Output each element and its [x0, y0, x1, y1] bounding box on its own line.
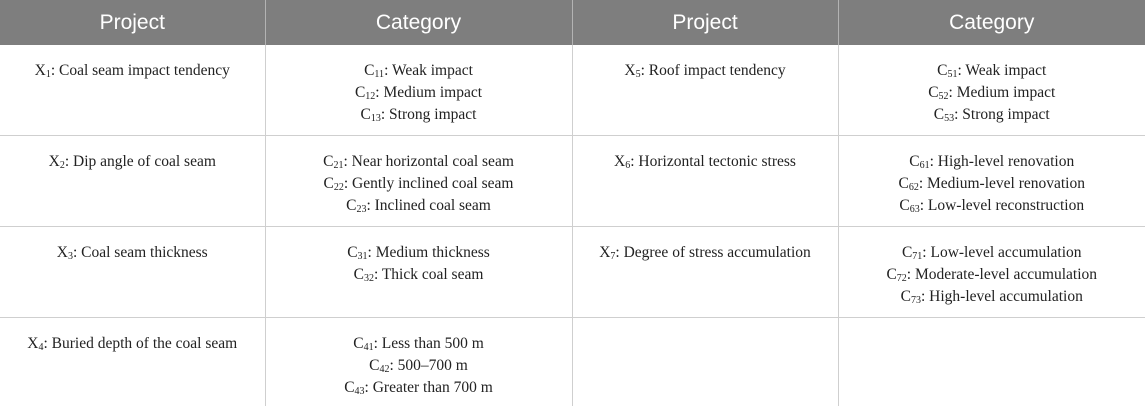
project-cell-right — [572, 45, 838, 136]
symbol: X — [27, 335, 38, 352]
symbol-subscript: 61 — [920, 160, 930, 171]
symbol: X — [57, 244, 68, 261]
symbol: C — [344, 379, 354, 396]
table-row — [0, 45, 1145, 136]
category-item — [272, 377, 566, 399]
line-text: : Medium-level renovation — [919, 175, 1085, 192]
line-text: : Gently inclined coal seam — [344, 175, 514, 192]
symbol: C — [937, 62, 947, 79]
symbol: C — [901, 288, 911, 305]
category-item — [272, 264, 566, 286]
symbol-subscript: 32 — [364, 273, 374, 284]
line-text: : Inclined coal seam — [366, 197, 490, 214]
project-cell-left — [0, 318, 265, 406]
symbol-subscript: 42 — [379, 364, 389, 375]
symbol-subscript: 22 — [334, 182, 344, 193]
symbol-subscript: 41 — [364, 342, 374, 353]
project-label — [579, 60, 832, 82]
symbol: C — [323, 153, 333, 170]
category-item — [845, 173, 1140, 195]
symbol-subscript: 4 — [39, 342, 44, 353]
category-item — [845, 242, 1140, 264]
project-cell-left — [0, 136, 265, 227]
category-cell-right — [838, 227, 1145, 318]
line-text: : Weak impact — [957, 62, 1046, 79]
symbol: C — [886, 266, 896, 283]
symbol: C — [324, 175, 334, 192]
table-row — [0, 227, 1145, 318]
symbol-subscript: 3 — [68, 251, 73, 262]
category-item — [272, 333, 566, 355]
symbol: C — [364, 62, 374, 79]
symbol: C — [355, 84, 365, 101]
symbol: C — [902, 244, 912, 261]
symbol: C — [361, 106, 371, 123]
category-item — [272, 82, 566, 104]
category-cell-left — [265, 318, 572, 406]
symbol: C — [369, 357, 379, 374]
line-text: : Medium impact — [375, 84, 482, 101]
category-cell-left — [265, 136, 572, 227]
symbol-subscript: 51 — [947, 69, 957, 80]
symbol-subscript: 53 — [944, 113, 954, 124]
symbol-subscript: 43 — [355, 386, 365, 397]
symbol: X — [624, 62, 635, 79]
header-row — [0, 0, 1145, 45]
symbol: C — [928, 84, 938, 101]
line-text: : Low-level accumulation — [922, 244, 1081, 261]
project-cell-right — [572, 318, 838, 406]
symbol-subscript: 6 — [625, 160, 630, 171]
line-text: : High-level renovation — [930, 153, 1075, 170]
line-text: : 500–700 m — [389, 357, 467, 374]
table-row — [0, 318, 1145, 406]
symbol: C — [353, 335, 363, 352]
header-project-left: Project — [0, 0, 265, 45]
header-project-right: Project — [572, 0, 838, 45]
line-text: : Medium thickness — [368, 244, 490, 261]
category-item — [845, 286, 1140, 308]
header-category-left: Category — [265, 0, 572, 45]
table-row — [0, 136, 1145, 227]
symbol-subscript: 2 — [60, 160, 65, 171]
project-label — [6, 151, 259, 173]
project-label — [6, 333, 259, 355]
symbol-subscript: 21 — [333, 160, 343, 171]
symbol-subscript: 72 — [897, 273, 907, 284]
line-text: : Medium impact — [949, 84, 1056, 101]
symbol: X — [599, 244, 610, 261]
category-item — [845, 195, 1140, 217]
category-item — [845, 82, 1140, 104]
table-body — [0, 45, 1145, 406]
symbol: C — [346, 197, 356, 214]
symbol-subscript: 73 — [911, 295, 921, 306]
project-label — [6, 60, 259, 82]
project-cell-left — [0, 227, 265, 318]
project-cell-right — [572, 227, 838, 318]
line-text: : Dip angle of coal seam — [65, 153, 216, 170]
category-item — [845, 104, 1140, 126]
symbol: C — [899, 175, 909, 192]
category-item — [272, 60, 566, 82]
line-text: : Coal seam impact tendency — [51, 62, 230, 79]
category-cell-left — [265, 45, 572, 136]
line-text: : Moderate-level accumulation — [907, 266, 1097, 283]
symbol-subscript: 5 — [636, 69, 641, 80]
line-text: : Low-level reconstruction — [920, 197, 1084, 214]
line-text: : Buried depth of the coal seam — [44, 335, 238, 352]
project-label — [579, 151, 832, 173]
category-item — [272, 104, 566, 126]
header-category-right: Category — [838, 0, 1145, 45]
project-cell-left — [0, 45, 265, 136]
symbol-subscript: 1 — [46, 69, 51, 80]
symbol-subscript: 52 — [939, 91, 949, 102]
symbol-subscript: 7 — [610, 251, 615, 262]
symbol: C — [354, 266, 364, 283]
category-item — [845, 151, 1140, 173]
category-cell-right — [838, 136, 1145, 227]
symbol-subscript: 31 — [358, 251, 368, 262]
symbol: X — [614, 153, 625, 170]
line-text: : Thick coal seam — [374, 266, 483, 283]
line-text: : Greater than 700 m — [365, 379, 493, 396]
symbol: C — [347, 244, 357, 261]
symbol: X — [35, 62, 46, 79]
symbol-subscript: 62 — [909, 182, 919, 193]
line-text: : Roof impact tendency — [641, 62, 786, 79]
category-cell-left — [265, 227, 572, 318]
category-item — [272, 242, 566, 264]
symbol: C — [909, 153, 919, 170]
symbol-subscript: 63 — [910, 204, 920, 215]
project-label — [579, 242, 832, 264]
line-text: : Degree of stress accumulation — [615, 244, 810, 261]
project-label — [6, 242, 259, 264]
line-text: : High-level accumulation — [921, 288, 1083, 305]
line-text: : Coal seam thickness — [73, 244, 208, 261]
symbol-subscript: 23 — [356, 204, 366, 215]
line-text: : Near horizontal coal seam — [343, 153, 513, 170]
symbol: X — [49, 153, 60, 170]
category-item — [845, 264, 1140, 286]
category-item — [845, 60, 1140, 82]
symbol-subscript: 13 — [371, 113, 381, 124]
symbol: C — [934, 106, 944, 123]
symbol-subscript: 12 — [365, 91, 375, 102]
line-text: : Strong impact — [954, 106, 1050, 123]
symbol-subscript: 71 — [912, 251, 922, 262]
line-text: : Strong impact — [381, 106, 477, 123]
category-cell-right — [838, 318, 1145, 406]
category-item — [272, 151, 566, 173]
project-cell-right — [572, 136, 838, 227]
category-item — [272, 355, 566, 377]
category-item — [272, 195, 566, 217]
symbol: C — [899, 197, 909, 214]
symbol-subscript: 11 — [374, 69, 384, 80]
line-text: : Weak impact — [384, 62, 473, 79]
category-cell-right — [838, 45, 1145, 136]
line-text: : Horizontal tectonic stress — [630, 153, 796, 170]
line-text: : Less than 500 m — [374, 335, 484, 352]
category-item — [272, 173, 566, 195]
